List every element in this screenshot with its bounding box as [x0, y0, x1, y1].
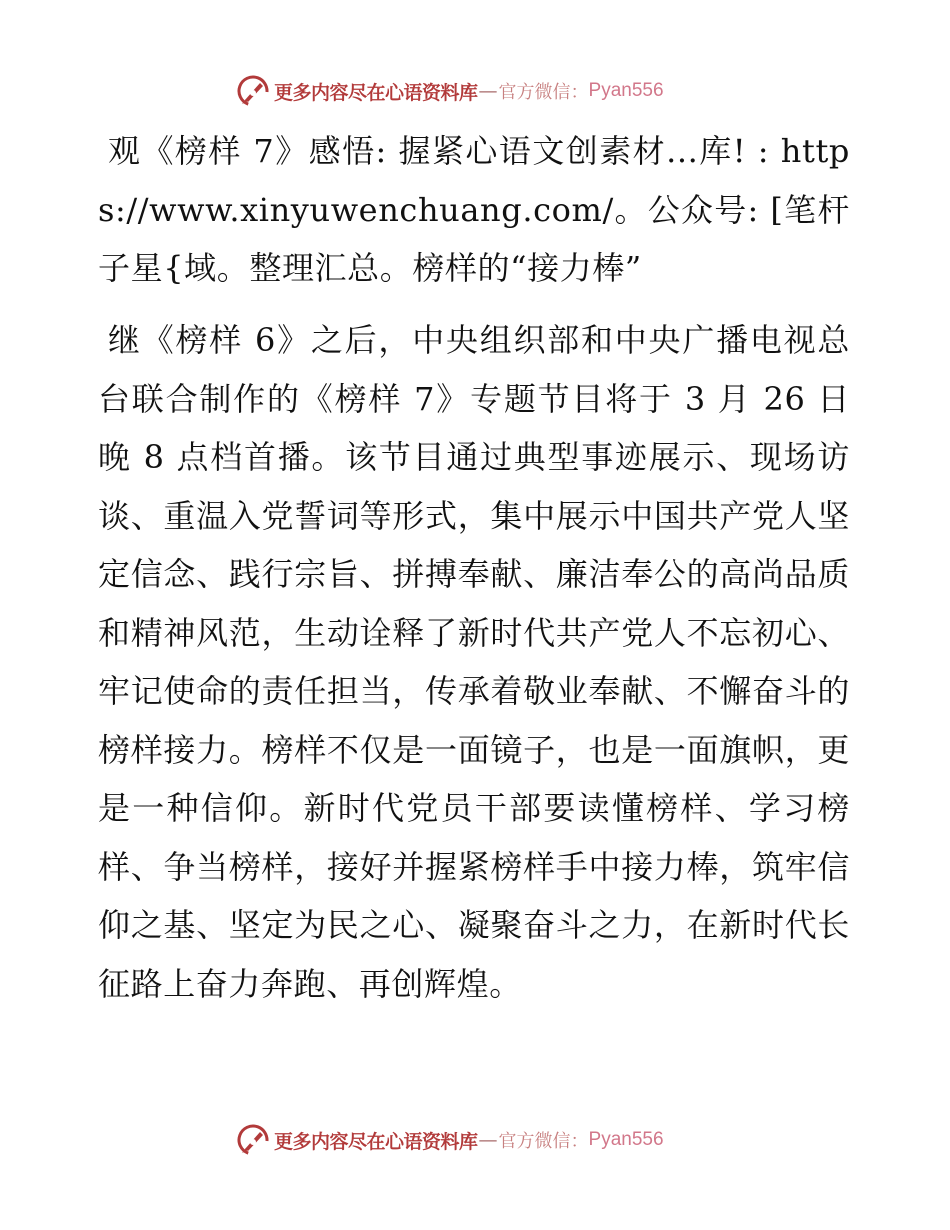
- banner-wechat-id: Pyan556: [588, 1129, 664, 1150]
- body-paragraph: 继《榜样 6》之后，中央组织部和中央广播电视总台联合制作的《榜样 7》专题节目将于 3 月 26 日晚 8 点档首播。该节目通过典型事迹展示、现场访谈、重温入党誓词等形式，集中展示中国共产党人坚定信念、践行宗旨、拼搏奉献、廉洁奉公的高尚品质和精神风范，生动诠释了新时代共产党人不忘初心、牢记使命的责任担当，传承着敬业奉献、不懈奋斗的榜样接力。榜样不仅是一面镜子，也是一面旗帜，更是一种信仰。新时代党员干部要读懂榜样、学习榜样、争当榜样，接好并握紧榜样手中接力棒，筑牢信仰之基、坚定为民之心、凝聚奋斗之力，在新时代长征路上奋力奔跑、再创辉煌。: [98, 321, 850, 1003]
- banner-separator: —: [478, 80, 498, 102]
- pen-nib-logo-icon: [236, 74, 270, 108]
- banner-wechat-label: 官方微信：: [498, 1131, 589, 1152]
- banner-separator: —: [478, 1129, 498, 1151]
- intro-paragraph: 观《榜样 7》感悟: 握紧心语文创素材...库! : https://www.xinyuwenchuang.com/。公众号: [笔杆子星{域。整理汇总。榜样的“接力棒”: [98, 132, 850, 287]
- banner-tagline: 更多内容尽在心语资料库: [274, 1130, 478, 1153]
- banner-wechat-label: 官方微信：: [498, 82, 589, 103]
- banner-tagline: 更多内容尽在心语资料库: [274, 81, 478, 104]
- banner-wechat-id: Pyan556: [588, 80, 664, 101]
- header-banner: [236, 73, 664, 109]
- pen-nib-logo-icon: [236, 1123, 270, 1157]
- footer-banner: [236, 1122, 664, 1158]
